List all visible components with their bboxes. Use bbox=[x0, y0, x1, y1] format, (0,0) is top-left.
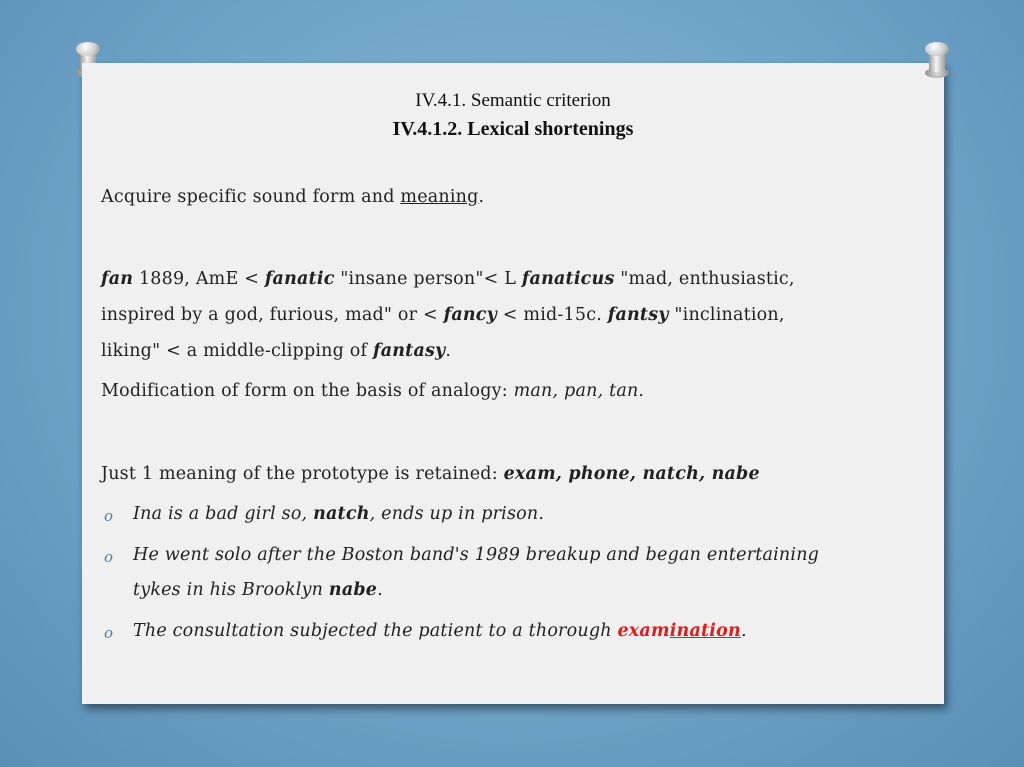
slide-title bbox=[82, 87, 944, 143]
text: Ina is a bad girl so, bbox=[133, 504, 314, 524]
text: tykes in his Brooklyn bbox=[133, 580, 329, 600]
bullet-icon: o bbox=[104, 548, 114, 566]
text: "insane person"< L bbox=[334, 269, 522, 289]
term: nabe bbox=[328, 580, 378, 600]
text: < mid-15c. bbox=[497, 305, 608, 325]
text: He went solo after the Boston band's 1989 breakup and began entertaining bbox=[133, 545, 820, 565]
term: fancy bbox=[443, 305, 498, 325]
text: . bbox=[740, 621, 747, 641]
etymology-line-1 bbox=[101, 269, 795, 289]
subsection-heading: IV.4.1.2. Lexical shortenings bbox=[392, 118, 634, 140]
text: , ends up in prison. bbox=[369, 504, 545, 524]
analogy-line bbox=[101, 381, 644, 401]
text: 1889, AmE < bbox=[133, 269, 265, 289]
examples: man, pan, tan. bbox=[513, 381, 645, 401]
slide bbox=[82, 63, 944, 704]
term: fantasy bbox=[372, 341, 446, 361]
text: "mad, enthusiastic, bbox=[614, 269, 795, 289]
term: fanatic bbox=[264, 269, 335, 289]
term: fanaticus bbox=[521, 269, 615, 289]
etymology-line-3 bbox=[101, 341, 451, 361]
text: . bbox=[478, 187, 485, 207]
text: . bbox=[377, 580, 383, 600]
highlighted-term-underlined: ination bbox=[669, 621, 741, 641]
text: "inclination, bbox=[668, 305, 785, 325]
term: fan bbox=[101, 269, 134, 289]
bullet-item bbox=[133, 621, 747, 641]
text: Just 1 meaning of the prototype is retained: bbox=[101, 464, 504, 484]
text: The consultation subjected the patient to a thorough bbox=[133, 621, 618, 641]
text: Acquire specific sound form and bbox=[101, 187, 401, 207]
bullet-icon: o bbox=[104, 624, 114, 642]
bullet-icon: o bbox=[104, 507, 114, 525]
prototype-line bbox=[101, 464, 760, 484]
term: natch bbox=[313, 504, 370, 524]
bullet-item bbox=[133, 504, 544, 524]
section-heading: IV.4.1. Semantic criterion bbox=[415, 90, 611, 111]
bullet-item-continued bbox=[133, 580, 383, 600]
underlined-word: meaning bbox=[400, 187, 479, 207]
term: fantsy bbox=[607, 305, 669, 325]
highlighted-term: exam bbox=[617, 621, 670, 641]
pushpin-icon bbox=[923, 42, 951, 78]
examples: exam, phone, natch, nabe bbox=[503, 464, 760, 484]
text: Modification of form on the basis of analogy: bbox=[101, 381, 514, 401]
text: . bbox=[445, 341, 452, 361]
text: inspired by a god, furious, mad" or < bbox=[101, 305, 444, 325]
etymology-line-2 bbox=[101, 305, 785, 325]
text: liking" < a middle-clipping of bbox=[101, 341, 373, 361]
paragraph-sound-form bbox=[101, 187, 484, 207]
bullet-item bbox=[133, 545, 819, 565]
